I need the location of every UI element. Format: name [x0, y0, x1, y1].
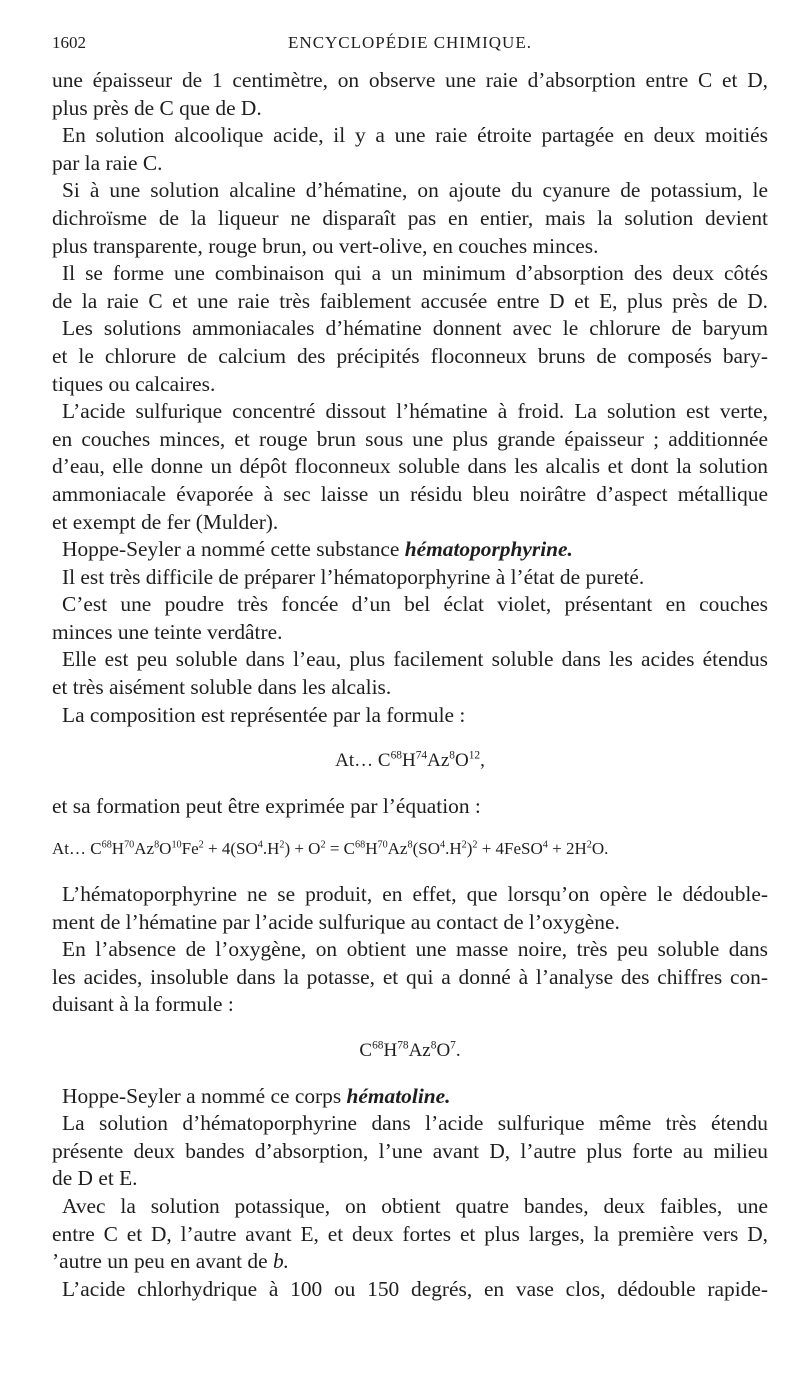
subscript: 68: [390, 749, 402, 762]
text-line: plus près de C que de D.: [52, 95, 262, 120]
text-line: L’acide chlorhydrique à 100 ou 150 degrés, en vase clos, dédouble rapide-: [62, 1276, 768, 1301]
text-line: Il se forme une combinaison qui a un minimum d’absorption des deux côtés: [62, 261, 768, 286]
formula-text: O: [436, 1040, 451, 1061]
text-line: une épaisseur de 1 centimètre, on observe une raie d’absorption entre C et D,: [52, 68, 768, 92]
subscript: 68: [372, 1039, 384, 1052]
formula-text: Az: [408, 1040, 431, 1061]
subscript: 7: [450, 1039, 456, 1052]
text-line: [52, 536, 768, 564]
text-line: duisant à la formule :: [52, 992, 234, 1017]
formula-text: .H: [445, 839, 462, 859]
subscript: 8: [407, 839, 413, 851]
subscript: 8: [154, 839, 160, 851]
text-run: Hoppe-Seyler a nommé cette substance: [62, 537, 405, 562]
subscript: 12: [468, 749, 481, 762]
formula-text: O: [159, 839, 172, 859]
formula-line: [52, 747, 768, 775]
text-line: Il est très difficile de préparer l’hématoporphyrine à l’état de pureté.: [62, 564, 645, 589]
formula-text: H: [383, 1040, 398, 1061]
text-line: plus transparente, rouge brun, ou vert-olive, en couches minces.: [52, 233, 599, 258]
italic-letter: b.: [272, 1249, 289, 1274]
text-line: Si à une solution alcaline d’hématine, on ajoute du cyanure de potassium, le: [62, 178, 768, 203]
subscript: 2: [320, 839, 326, 851]
text-line: et exempt de fer (Mulder).: [52, 509, 279, 534]
text-line: L’hématoporphyrine ne se produit, en effet, que lorsqu’on opère le dédouble-: [62, 882, 768, 907]
subscript: 2: [586, 839, 592, 851]
subscript: 8: [430, 1039, 437, 1052]
text-line: ment de l’hématine par l’acide sulfurique au contact de l’oxygène.: [52, 909, 620, 934]
formula-text: Az: [427, 750, 450, 772]
formula-text: At… C: [52, 839, 102, 859]
subscript: 4: [542, 839, 548, 851]
text-line: C’est une poudre très foncée d’un bel éclat violet, présentant en couches: [62, 592, 768, 617]
formula-text: + 4(SO: [203, 839, 258, 859]
text-run: ’autre un peu en avant de: [52, 1249, 273, 1274]
formula-text: .H: [262, 839, 280, 859]
formula-text: (SO: [412, 839, 440, 859]
text-line: de D et E.: [52, 1166, 138, 1191]
text-line: les acides, insoluble dans la potasse, et qui a donné à l’analyse des chiffres con-: [52, 964, 768, 989]
formula-text: H: [111, 839, 125, 859]
text-line: et très aisément soluble dans les alcalis.: [52, 675, 392, 700]
subscript: 2: [472, 839, 478, 851]
formula-text: At… C: [335, 750, 391, 772]
subscript: 78: [397, 1039, 409, 1052]
text-line: ammoniacale évaporée à sec laisse un résidu bleu noirâtre d’aspect métallique: [52, 481, 768, 506]
subscript: 8: [449, 749, 455, 762]
text-line: La solution d’hématoporphyrine dans l’acide sulfurique même très étendu: [62, 1111, 768, 1136]
text-line: Les solutions ammoniacales d’hématine donnent avec le chlorure de baryum: [62, 316, 768, 341]
subscript: 10: [171, 839, 182, 851]
formula-text: H: [365, 839, 378, 859]
text-line: par la raie C.: [52, 150, 163, 175]
subscript: 74: [415, 749, 428, 762]
text-line: [52, 1248, 768, 1276]
formula-text: Az: [134, 839, 155, 859]
text-line: entre C et D, l’autre avant E, et deux fortes et plus larges, la première vers D,: [52, 1221, 768, 1246]
text-line: minces une teinte verdâtre.: [52, 619, 283, 644]
formula-text: = C: [325, 839, 355, 859]
subscript: 4: [257, 839, 263, 851]
formula-text: + 2H: [547, 839, 587, 859]
text-line: En l’absence de l’oxygène, on obtient une masse noire, très peu soluble dans: [62, 937, 768, 962]
text-line: [52, 1083, 768, 1111]
text-line: En solution alcoolique acide, il y a une raie étroite partagée en deux moitiés: [62, 123, 768, 148]
text-line: Elle est peu soluble dans l’eau, plus facilement soluble dans les acides étendus: [62, 647, 768, 672]
text-line: et le chlorure de calcium des précipités floconneux bruns de composés bary-: [52, 343, 768, 368]
text-line: de la raie C et une raie très faiblement accusée entre D et E, plus près de D.: [52, 288, 768, 313]
subscript: 68: [355, 839, 366, 851]
subscript: 2: [198, 839, 204, 851]
subscript: 70: [124, 839, 135, 851]
formula-text: .: [455, 1040, 461, 1061]
formula-text: ): [466, 839, 473, 859]
text-line: présente deux bandes d’absorption, l’une avant D, l’autre plus forte au milieu: [52, 1138, 768, 1163]
formula-text: O.: [591, 839, 609, 859]
subscript: 4: [439, 839, 446, 851]
formula-text: + 4FeSO: [477, 839, 543, 859]
subscript: 68: [101, 839, 112, 851]
text-line: en couches minces, et rouge brun sous une plus grande épaisseur ; additionnée: [52, 426, 768, 451]
page-body: [52, 67, 768, 1303]
formula-text: H: [401, 750, 416, 772]
text-line: Avec la solution potassique, on obtient quatre bandes, deux faibles, une: [62, 1193, 768, 1218]
formula-line: [52, 1037, 768, 1065]
formula-text: ) + O: [284, 839, 321, 859]
text-line: tiques ou calcaires.: [52, 371, 216, 396]
page-header: [52, 33, 768, 61]
italic-term: hématoline.: [346, 1083, 451, 1108]
text-run: Hoppe-Seyler a nommé ce corps: [62, 1083, 347, 1108]
formula-text: O: [454, 750, 469, 772]
italic-term: hématoporphyrine.: [404, 537, 573, 562]
text-line: La composition est représentée par la formule :: [62, 702, 466, 727]
formula-text: Fe: [181, 839, 199, 859]
subscript: 2: [461, 839, 467, 851]
text-line: et sa formation peut être exprimée par l’équation :: [52, 793, 481, 818]
formula-text: ,: [480, 750, 485, 772]
equation-line: [52, 835, 768, 863]
text-line: dichroïsme de la liqueur ne disparaît pas en entier, mais la solution devient: [52, 205, 768, 230]
formula-text: Az: [387, 839, 408, 859]
page-number: 1602: [52, 33, 86, 52]
running-title: ENCYCLOPÉDIE CHIMIQUE.: [288, 33, 532, 52]
text-line: d’eau, elle donne un dépôt floconneux soluble dans les alcalis et dont la solution: [52, 454, 768, 479]
subscript: 2: [279, 839, 285, 851]
text-line: L’acide sulfurique concentré dissout l’hématine à froid. La solution est verte,: [62, 399, 768, 424]
subscript: 70: [377, 839, 388, 851]
formula-text: C: [359, 1040, 373, 1061]
